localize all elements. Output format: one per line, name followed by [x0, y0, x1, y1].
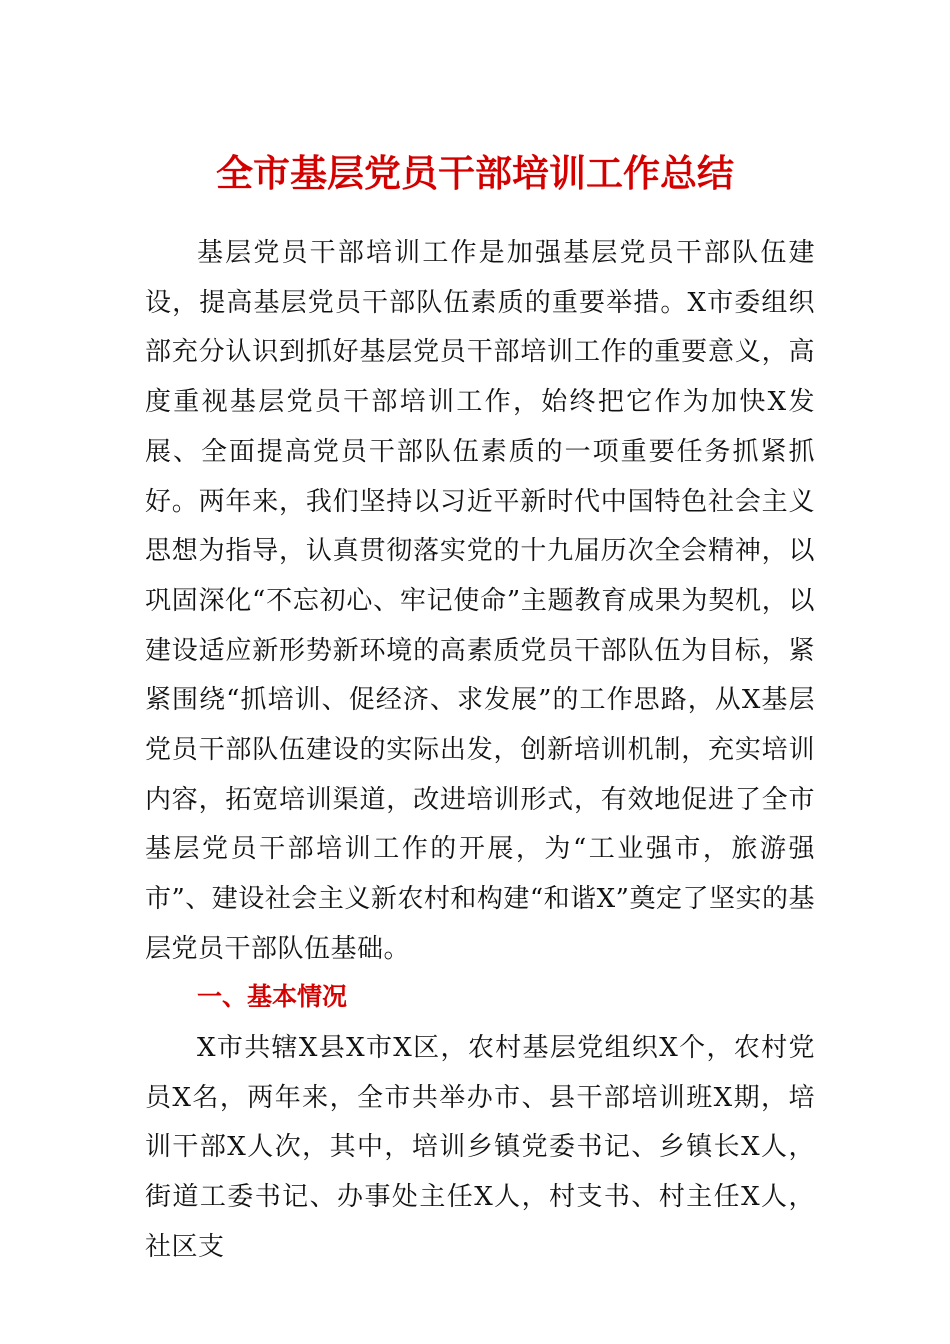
- paragraph-intro: 基层党员干部培训工作是加强基层党员干部队伍建设，提高基层党员干部队伍素质的重要举措。X市委组织部充分认识到抓好基层党员干部培训工作的重要意义，高度重视基层党员干部培训工作，始终把它作为加快X发展、全面提高党员干部队伍素质的一项重要任务抓紧抓好。两年来，我们坚持以习近平新时代中国特色社会主义思想为指导，认真贯彻落实党的十九届历次全会精神，以巩固深化“不忘初心、牢记使命”主题教育成果为契机，以建设适应新形势新环境的高素质党员干部队伍为目标，紧紧围绕“抓培训、促经济、求发展”的工作思路，从X基层党员干部队伍建设的实际出发，创新培训机制，充实培训内容，拓宽培训渠道，改进培训形式，有效地促进了全市基层党员干部培训工作的开展，为“工业强市，旅游强市”、建设社会主义新农村和构建“和谐X”奠定了坚实的基层党员干部队伍基础。: [145, 238, 815, 964]
- document-title: 全市基层党员干部培训工作总结: [216, 151, 734, 195]
- paragraph-basic-situation: X市共辖X县X市X区，农村基层党组织X个，农村党员X名，两年来，全市共举办市、县干部培训班X期，培训干部X人次，其中，培训乡镇党委书记、乡镇长X人，街道工委书记、办事处主任X人，村支书、村主任X人，社区支: [145, 1033, 815, 1262]
- section-heading-basic-situation: 一、基本情况: [197, 982, 348, 1011]
